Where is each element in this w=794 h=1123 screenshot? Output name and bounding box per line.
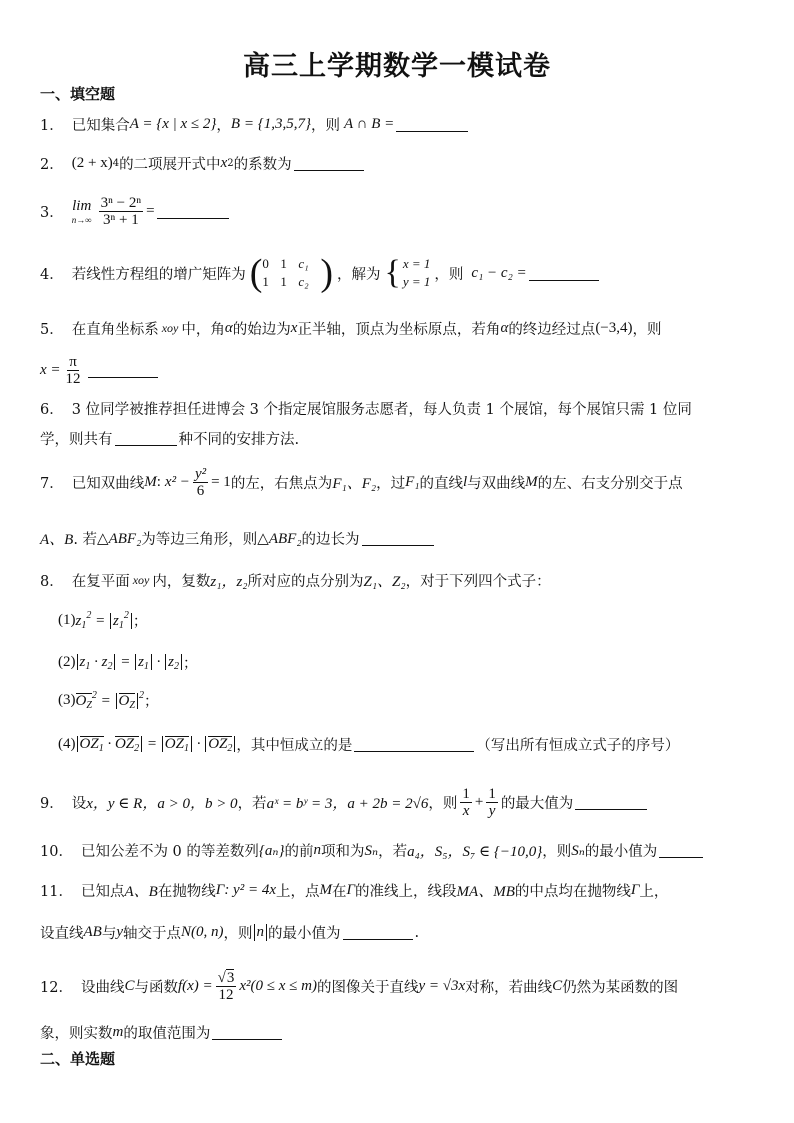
section-single-choice: 二、单选题: [40, 1050, 116, 1068]
fraction: $\frac{√3}{12}$: [217, 970, 235, 1003]
question-5: 5． 在直角坐标系 xoy 中，角 α 的始边为 x 正半轴，顶点为坐标原点，若角 α 的终边经过点 (−3,4) ，则: [40, 320, 662, 338]
question-11: 11． 已知点 A、B 在抛物线 Γ: y² = 4x 上，点 M 在 Γ 的准线上，线段 MA、MB 的中点均在抛物线 Γ 上，: [40, 882, 669, 900]
question-5-cont: x = $\frac{\pi}{12}$: [40, 354, 160, 387]
statement-3: (3) $O_Z^2 = O_Z^2$ ；: [58, 690, 159, 711]
question-1: 1． 已知集合 A = {x | x ≤ 2} ， B = {1,3,5,7} ，则 A ∩ B =: [40, 114, 470, 135]
statement-4: (4) $OZ_1 \cdot OZ_2 = OZ_1 \cdot OZ_2$ ，其中恒成立的是 （写出所有恒成立式子的序号）: [58, 735, 680, 754]
question-6-cont: 学，则共有 种不同的安排方法.: [40, 432, 300, 448]
fraction: $\frac{1}{x}$: [462, 786, 470, 819]
question-12: 12． 设曲线 C 与函数 f(x) = $\frac{√3}{12}$ x²(0 ≤ x ≤ m) 的图像关于直线 y = √3x 对称，若曲线 C 仍然为某函数的图: [40, 970, 679, 1003]
question-6: 6． 3 位同学被推荐担任进博会 3 个指定展馆服务志愿者，每人负责 1 个展馆，每个展馆只需 1 位同: [40, 402, 692, 418]
answer-blank[interactable]: [659, 843, 703, 858]
answer-blank[interactable]: [157, 204, 229, 219]
question-8: 8． 在复平面 xoy 内，复数 z₁，z₂ 所对应的点分别为 Z₁、Z₂ ，对于下列四个式子：: [40, 573, 551, 590]
statement-1: (1) $z_1^2 = z_1^2$ ；: [58, 610, 148, 631]
question-9: 9． 设 x，y ∈ R，a > 0，b > 0 ，若 aˣ = bʸ = 3，a + 2b = 2√6 ，则 $\frac{1}{x}$ + $\frac{1}{y}$ 的最大值为: [40, 786, 649, 819]
answer-blank[interactable]: [396, 117, 468, 132]
fraction: $\frac{\text{y²}}{6}$: [194, 466, 207, 499]
question-11-cont: 设直线 AB 与 y 轴交于点 N(0, n) ，则 n 的最小值为 .: [40, 924, 420, 942]
fraction: $\frac{\text{3ⁿ − 2ⁿ}}{\text{3ⁿ + 1}}$: [100, 195, 142, 228]
answer-blank[interactable]: [362, 531, 434, 546]
limit-operator: lim n→∞: [71, 198, 92, 225]
answer-blank[interactable]: [294, 156, 364, 171]
question-3: 3． lim n→∞ $\frac{\text{3ⁿ − 2ⁿ}}{\text{3ⁿ + 1}}$ =: [40, 195, 231, 228]
answer-blank[interactable]: [115, 431, 177, 446]
answer-blank[interactable]: [88, 363, 158, 378]
question-10: 10． 已知公差不为 0 的等差数列 {aₙ} 的前 n 项和为 Sₙ ，若 a₄，S₅，S₇ ∈ {−10,0} ，则 Sₙ 的最小值为: [40, 840, 705, 861]
exam-title: 高三上学期数学一模试卷: [243, 51, 551, 82]
answer-blank[interactable]: [529, 266, 599, 281]
answer-blank[interactable]: [343, 925, 413, 940]
question-12-cont: 象，则实数 m 的取值范围为: [40, 1022, 284, 1043]
augmented-matrix: ( 0 1 c₁ 1 1 c₂ ): [249, 252, 334, 294]
question-7-cont: A、B . 若 △ABF₂ 为等边三角形，则 △ABF₂ 的边长为: [40, 528, 436, 549]
statement-2: (2) $z_1 \cdot z_2 = z_1 \cdot z_2$ ；: [58, 653, 198, 672]
answer-blank[interactable]: [575, 795, 647, 810]
solution-system: { x = 1 y = 1: [384, 254, 431, 291]
question-4: 4． 若线性方程组的增广矩阵为 ( 0 1 c₁ 1 1 c₂ ) ，解为 { x = 1 y = 1 ，则 c₁ − c₂ =: [40, 254, 601, 292]
fraction: $\frac{\pi}{12}$: [65, 354, 81, 387]
answer-blank[interactable]: [212, 1025, 282, 1040]
question-2: 2． (2 + x) 4 的二项展开式中 x 2 的系数为: [40, 153, 366, 174]
question-7: 7． 已知双曲线 M : x² − $\frac{\text{y²}}{6}$ = 1 的左，右焦点为 F₁、F₂ ，过 F₁ 的直线 l 与双曲线 M 的左、右支分别交于点: [40, 466, 683, 499]
answer-blank[interactable]: [354, 737, 474, 752]
fraction: $\frac{1}{y}$: [488, 786, 496, 819]
section-fill-in: 一、填空题: [40, 85, 116, 103]
